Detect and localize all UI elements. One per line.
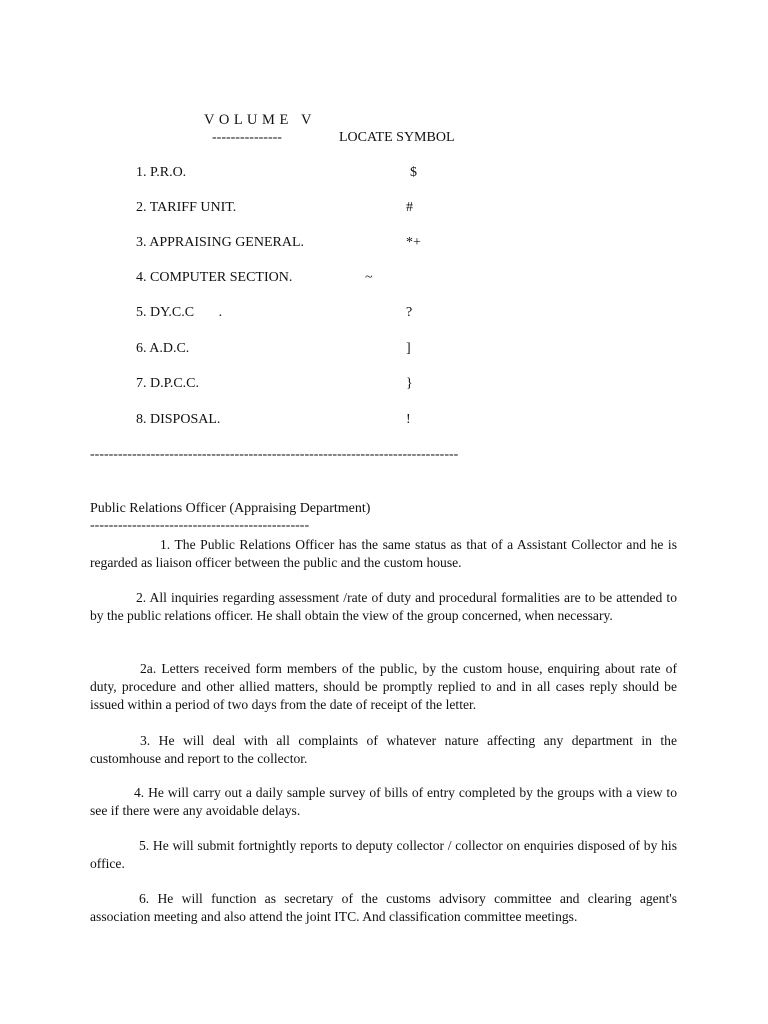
- paragraph: 2. All inquiries regarding assessment /rate of duty and procedural formalities are to be attended to by the public relations officer. He shall obtain the view of the group concerned, when necessary.: [90, 590, 677, 623]
- locate-symbol-heading: LOCATE SYMBOL: [339, 130, 455, 145]
- paragraph: 6. He will function as secretary of the customs advisory committee and clearing agent's association meeting and also attend the joint ITC. And classification committee meetings.: [90, 891, 677, 924]
- index-item-label: 8. DISPOSAL.: [136, 412, 221, 427]
- index-item-symbol: *+: [406, 235, 421, 250]
- index-item-label: 3. APPRAISING GENERAL.: [136, 235, 305, 250]
- index-item-symbol: $: [410, 165, 417, 180]
- index-item-symbol: ]: [406, 341, 411, 356]
- index-item-label: 6. A.D.C.: [136, 341, 190, 356]
- paragraph: 2a. Letters received form members of the public, by the custom house, enquiring about rate of duty, procedure and other allied matters, should be promptly replied to and in all cases reply should be issued within a period of two days from the date of receipt of the letter.: [90, 661, 677, 712]
- index-item-symbol: #: [406, 200, 413, 215]
- index-item-label: 2. TARIFF UNIT.: [136, 200, 237, 215]
- paragraph: 5. He will submit fortnightly reports to deputy collector / collector on enquiries disposed of by his office.: [90, 838, 677, 871]
- section-heading-underline: -----------------------------------------------: [90, 518, 310, 533]
- index-item-label: 4. COMPUTER SECTION.: [136, 270, 293, 285]
- title-underline: ---------------: [212, 130, 282, 145]
- index-item-symbol: ?: [406, 305, 413, 320]
- index-item-label: 7. D.P.C.C.: [136, 376, 200, 391]
- paragraph: 1. The Public Relations Officer has the same status as that of a Assistant Collector and he is regarded as liaison officer between the public and the custom house.: [90, 537, 677, 570]
- index-item-label: 1. P.R.O.: [136, 165, 187, 180]
- section-heading: Public Relations Officer (Appraising Department): [90, 501, 371, 516]
- index-item-symbol: !: [406, 412, 411, 427]
- index-item-symbol: ~: [365, 270, 373, 285]
- paragraph: 3. He will deal with all complaints of whatever nature affecting any department in the customhouse and report to the collector.: [90, 733, 677, 766]
- section-separator: -------------------------------------------------------------------------------: [90, 447, 459, 462]
- paragraph: 4. He will carry out a daily sample survey of bills of entry completed by the groups with a view to see if there were any avoidable delays.: [90, 785, 677, 818]
- volume-title: V O L U M E V: [204, 112, 312, 128]
- index-item-symbol: }: [406, 376, 413, 391]
- index-item-label: 5. DY.C.C .: [136, 305, 223, 320]
